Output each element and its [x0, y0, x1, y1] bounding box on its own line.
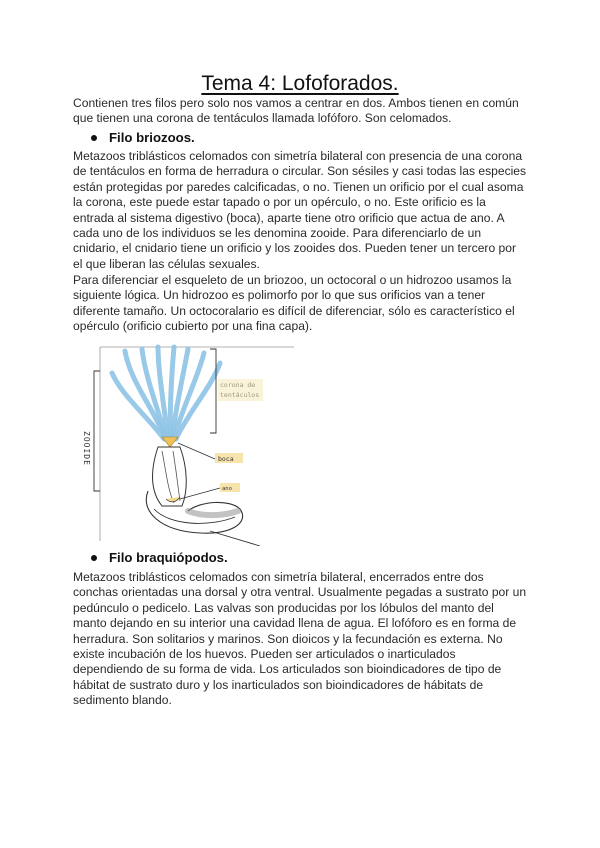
briozoo-diagram	[70, 341, 295, 546]
bullet-icon	[91, 555, 97, 561]
text-line: de tentáculos en forma de herradura o circular. Son sésiles y casi todas las especies	[73, 164, 527, 179]
text-line: cada uno de los individuos se les denomina zooide. Para diferenciarlo de un	[73, 226, 482, 241]
corona-bracket	[210, 349, 216, 433]
case-shadow	[188, 511, 238, 515]
text-line: dependiendo de su forma de vida. Los articulados son bioindicadores de tipo de	[73, 662, 502, 677]
text-line: opérculo (orificio cubierto por una fina capa).	[73, 319, 313, 334]
text-line: herradura. Son solitarios y marinos. Son dioicos y la fecundación es externa. No	[73, 631, 503, 646]
text-line: el que liberan las células sexuales.	[73, 256, 260, 271]
text-line: manto dejando en su interior una cavidad llena de agua. El lofóforo es en forma de	[73, 616, 517, 631]
briozoos-paragraph-2	[73, 273, 528, 335]
text-line: Metazoos triblásticos celomados con simetría bilateral con presencia de una corona	[73, 149, 523, 163]
label-ano: ano	[222, 486, 232, 492]
zooide-bracket	[94, 371, 100, 491]
briozoos-paragraph-1	[73, 149, 528, 272]
pointer-boca	[178, 443, 215, 459]
text-line: Metazoos triblásticos celomados con simetría bilateral, encerrados entre dos	[73, 570, 484, 584]
text-line: diferente tamaño. Un octocoralario es difícil de diferenciar, sólo es característico el	[73, 303, 515, 318]
label-boca: boca	[218, 455, 234, 463]
section-heading-text: Filo briozoos.	[109, 130, 195, 145]
text-line: Para diferenciar el esqueleto de un briozoo, un octocoral o un hidrozoo usamos la	[73, 273, 512, 287]
gut-line	[162, 451, 174, 503]
anus-shape	[166, 497, 180, 502]
intro-paragraph	[73, 96, 528, 127]
label-zooide: ZOOIDE	[82, 431, 91, 466]
text-line: entrada al sistema digestivo (boca), aparte tiene otro orificio que actua de ano. A	[73, 210, 505, 225]
text-line: conchas orientadas una dorsal y otra ventral. Usualmente pegadas a sustrato por un	[73, 585, 527, 600]
text-line: hábitat de sustrato duro y los inarticulados son bioindicadores de hábitats de	[73, 677, 484, 692]
text-line: siguiente lógica. Un hidrozoo es polimorfo por lo que sus orificios van a tener	[73, 288, 486, 303]
zooid-body	[152, 447, 186, 506]
gut-line	[173, 451, 180, 501]
section-heading-briozoos	[91, 130, 195, 145]
highlight-corona	[218, 379, 263, 401]
text-line: la corona, este puede estar tapado o por un opérculo, o no. Este orificio es la	[73, 195, 486, 210]
tentacle-crown	[112, 347, 220, 439]
mouth-shape	[162, 437, 178, 447]
section-heading-text: Filo braquiópodos.	[109, 550, 228, 565]
text-line: pedúnculo o pedicelo. Las valvas son producidas por los lóbulos del manto del	[73, 600, 494, 615]
text-line: sedimento blando.	[73, 693, 172, 708]
bullet-icon	[91, 135, 97, 141]
text-line: que tienen una corona de tentáculos llamada lofóforo. Son celomados.	[73, 111, 452, 126]
text-line: Contienen tres filos pero solo nos vamos a centrar en dos. Ambos tienen en común	[73, 96, 519, 110]
text-line: están protegidas por paredes calcificadas, o no. Tienen un orificio por el cual asoma	[73, 179, 524, 194]
text-line: existe incubación de los huevos. Pueden ser articulados o inarticulados	[73, 647, 456, 662]
braquiopodos-paragraph	[73, 570, 528, 709]
page-title: Tema 4: Lofoforados.	[201, 72, 399, 95]
substrate-line	[210, 531, 260, 546]
section-heading-braquiopodos	[91, 550, 228, 565]
text-line: cnidario, el cnidario tiene un orificio y los zooides dos. Pueden tener un tercero por	[73, 241, 517, 256]
